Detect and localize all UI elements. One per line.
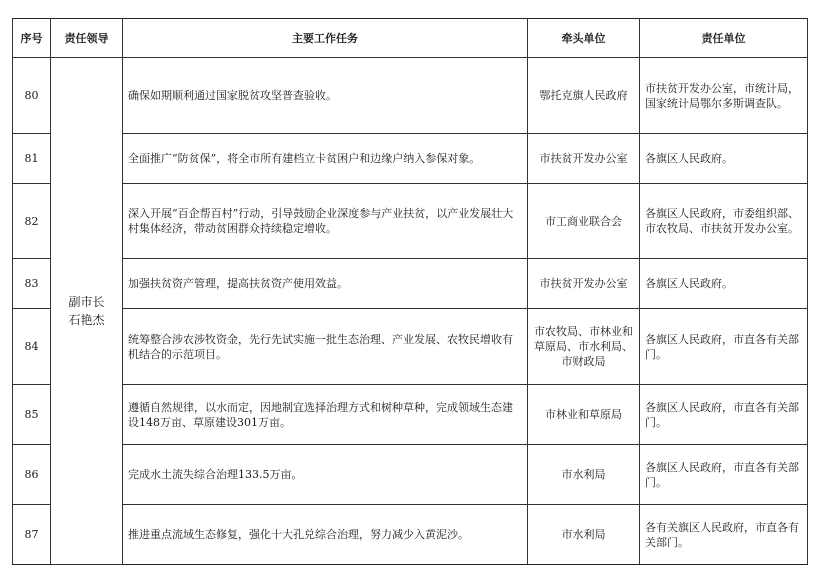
table-row — [13, 134, 808, 184]
task-description: 推进重点流域生态修复，强化十大孔兑综合治理，努力减少入黄泥沙。 — [123, 505, 528, 565]
task-description: 遵循自然规律，以水而定，因地制宜选择治理方式和树种草种，完成领域生态建设148万亩、草原建设301万亩。 — [123, 385, 528, 445]
lead-unit: 市水利局 — [528, 505, 640, 565]
row-number: 80 — [13, 58, 51, 134]
table-row — [13, 309, 808, 385]
responsible-leader: 副市长 石艳杰 — [51, 58, 123, 565]
row-number: 82 — [13, 184, 51, 259]
responsible-units: 市扶贫开发办公室，市统计局，国家统计局鄂尔多斯调查队。 — [640, 58, 808, 134]
task-table — [12, 18, 808, 565]
responsible-units: 各旗区人民政府，市直各有关部门。 — [640, 309, 808, 385]
table-row — [13, 445, 808, 505]
lead-unit: 鄂托克旗人民政府 — [528, 58, 640, 134]
lead-unit: 市林业和草原局 — [528, 385, 640, 445]
responsible-units: 各有关旗区人民政府，市直各有关部门。 — [640, 505, 808, 565]
lead-unit: 市水利局 — [528, 445, 640, 505]
row-number: 83 — [13, 259, 51, 309]
task-description: 统筹整合涉农涉牧资金，先行先试实施一批生态治理、产业发展、农牧民增收有机结合的示范项目。 — [123, 309, 528, 385]
row-number: 84 — [13, 309, 51, 385]
table-row — [13, 58, 808, 134]
table-body — [13, 58, 808, 565]
header-leader: 责任领导 — [51, 19, 123, 58]
row-number: 86 — [13, 445, 51, 505]
task-description: 全面推广“防贫保”，将全市所有建档立卡贫困户和边缘户纳入参保对象。 — [123, 134, 528, 184]
header-task: 主要工作任务 — [123, 19, 528, 58]
task-description: 加强扶贫资产管理，提高扶贫资产使用效益。 — [123, 259, 528, 309]
row-number: 85 — [13, 385, 51, 445]
table-row — [13, 505, 808, 565]
table-row — [13, 385, 808, 445]
responsible-units: 各旗区人民政府。 — [640, 259, 808, 309]
lead-unit: 市农牧局、市林业和草原局、市水利局、市财政局 — [528, 309, 640, 385]
responsible-units: 各旗区人民政府。 — [640, 134, 808, 184]
header-row — [13, 19, 808, 58]
row-number: 87 — [13, 505, 51, 565]
table-row — [13, 184, 808, 259]
row-number: 81 — [13, 134, 51, 184]
task-description: 完成水土流失综合治理133.5万亩。 — [123, 445, 528, 505]
header-no: 序号 — [13, 19, 51, 58]
lead-unit: 市工商业联合会 — [528, 184, 640, 259]
header-resp-unit: 责任单位 — [640, 19, 808, 58]
table-row — [13, 259, 808, 309]
task-description: 确保如期顺利通过国家脱贫攻坚普查验收。 — [123, 58, 528, 134]
task-description: 深入开展“百企帮百村”行动，引导鼓励企业深度参与产业扶贫，以产业发展壮大村集体经济，带动贫困群众持续稳定增收。 — [123, 184, 528, 259]
responsible-units: 各旗区人民政府，市委组织部、市农牧局、市扶贫开发办公室。 — [640, 184, 808, 259]
responsible-units: 各旗区人民政府，市直各有关部门。 — [640, 385, 808, 445]
header-lead-unit: 牵头单位 — [528, 19, 640, 58]
lead-unit: 市扶贫开发办公室 — [528, 134, 640, 184]
lead-unit: 市扶贫开发办公室 — [528, 259, 640, 309]
responsible-units: 各旗区人民政府，市直各有关部门。 — [640, 445, 808, 505]
